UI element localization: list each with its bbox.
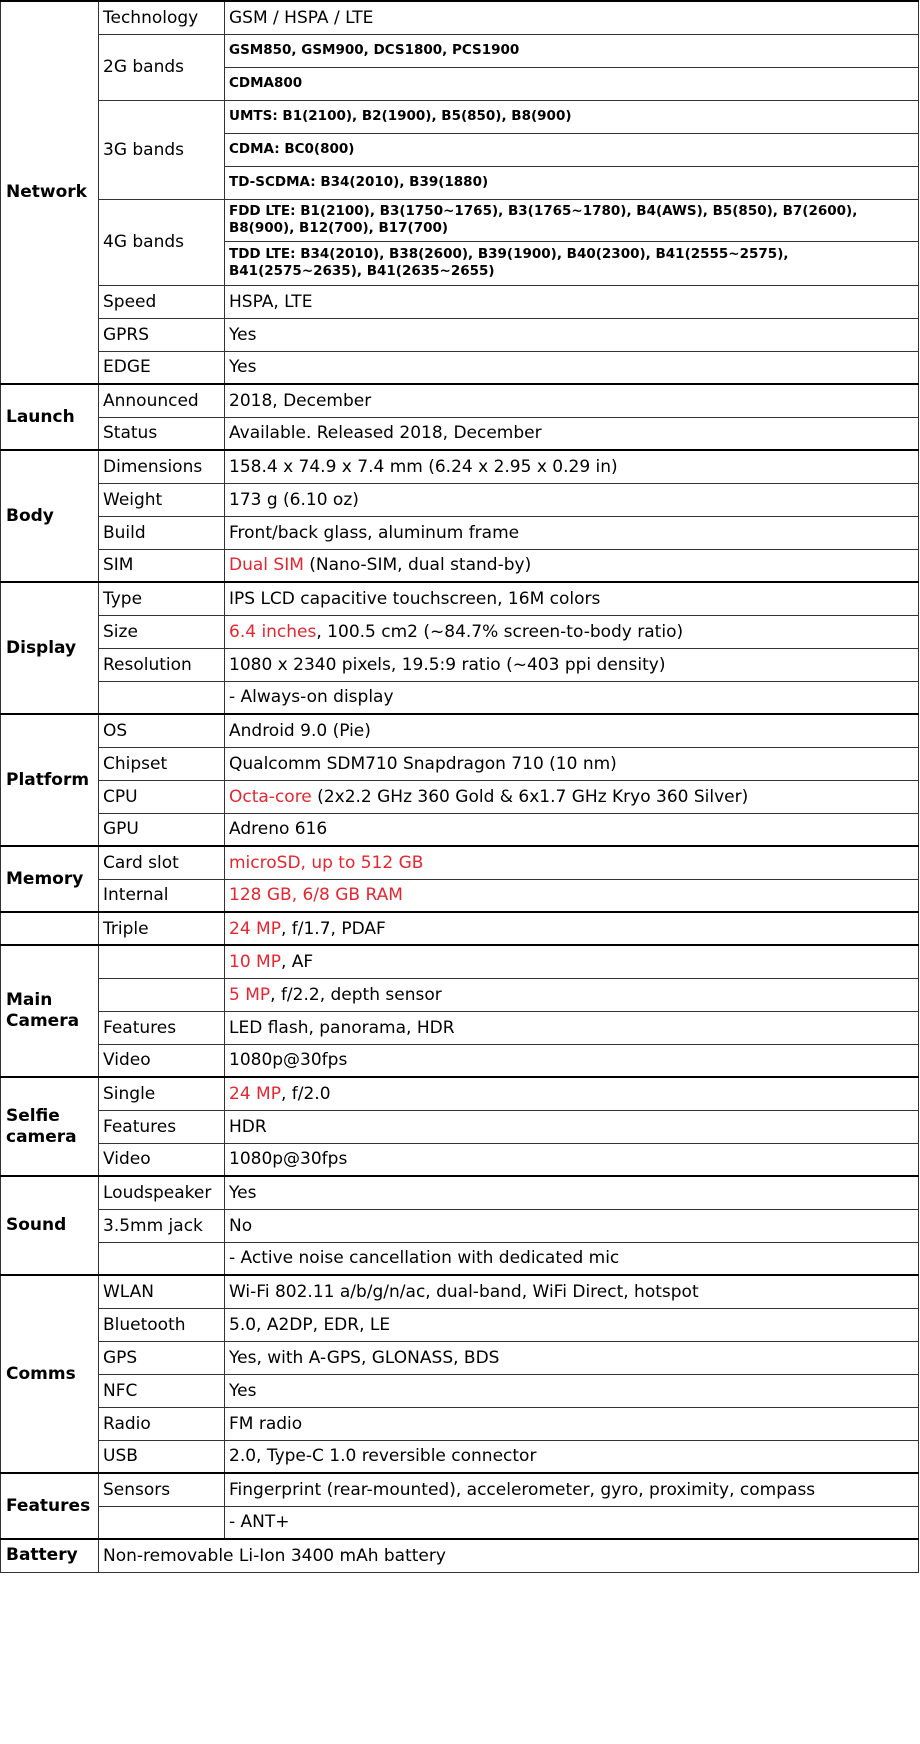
value-bluetooth xyxy=(225,1308,919,1341)
spec-label: Speed xyxy=(103,291,157,312)
spec-label: 3G bands xyxy=(103,139,185,160)
spec-row xyxy=(1,1044,919,1077)
spec-label: Card slot xyxy=(103,852,179,873)
spec-text: - Active noise cancellation with dedicated mic xyxy=(229,1248,620,1269)
value-note xyxy=(225,978,919,1011)
category-label: Main Camera xyxy=(6,990,80,1031)
category-main-camera xyxy=(1,945,99,1077)
category-label: Body xyxy=(6,505,54,526)
category-label: Memory xyxy=(6,868,84,889)
spec-row xyxy=(1,648,919,681)
spec-row xyxy=(1,516,919,549)
spec-row xyxy=(1,714,919,747)
category-label: Features xyxy=(6,1495,91,1516)
spec-text: HDR xyxy=(229,1116,267,1137)
label-dimensions xyxy=(99,450,225,483)
spec-text: CDMA800 xyxy=(229,75,303,91)
value-resolution xyxy=(225,648,919,681)
spec-label: Features xyxy=(103,1017,177,1038)
category-label: Platform xyxy=(6,769,90,790)
value-gpu xyxy=(225,813,919,846)
value-4g-bands xyxy=(225,241,919,285)
label-features xyxy=(99,1110,225,1143)
spec-text: UMTS: B1(2100), B2(1900), B5(850), B8(900) xyxy=(229,108,572,124)
label-usb xyxy=(99,1440,225,1473)
highlight-text: Octa-core xyxy=(229,786,312,807)
spec-row xyxy=(1,450,919,483)
label-3g-bands xyxy=(99,100,225,199)
label-single xyxy=(99,1077,225,1110)
label-nfc xyxy=(99,1374,225,1407)
spec-label: Internal xyxy=(103,885,169,906)
spec-label: Chipset xyxy=(103,753,168,774)
category-label: Selfie camera xyxy=(6,1105,77,1147)
spec-row xyxy=(1,846,919,879)
value-wlan xyxy=(225,1275,919,1308)
spec-text: Yes xyxy=(229,324,257,345)
spec-text: No xyxy=(229,1215,253,1236)
spec-row xyxy=(1,1242,919,1275)
spec-label: 4G bands xyxy=(103,232,185,252)
spec-text: 2.0, Type-C 1.0 reversible connector xyxy=(229,1446,537,1467)
spec-text: 158.4 x 74.9 x 7.4 mm (6.24 x 2.95 x 0.29 in) xyxy=(229,456,618,477)
value-features xyxy=(225,1011,919,1044)
value-2g-bands xyxy=(225,34,919,67)
label-sensors xyxy=(99,1473,225,1506)
spec-row xyxy=(1,681,919,714)
spec-text: 1080p@30fps xyxy=(229,1149,348,1170)
label-edge xyxy=(99,351,225,384)
spec-row xyxy=(1,1209,919,1242)
spec-text: Qualcomm SDM710 Snapdragon 710 (10 nm) xyxy=(229,753,617,774)
spec-row xyxy=(1,1440,919,1473)
spec-row xyxy=(1,100,919,133)
spec-label: USB xyxy=(103,1446,138,1467)
value-status xyxy=(225,417,919,450)
spec-label: Dimensions xyxy=(103,456,203,477)
spec-row xyxy=(1,582,919,615)
spec-row xyxy=(1,549,919,582)
spec-row xyxy=(1,1374,919,1407)
spec-label: GPRS xyxy=(103,324,150,345)
highlight-text: microSD, up to 512 GB xyxy=(229,852,424,873)
spec-text: Wi-Fi 802.11 a/b/g/n/ac, dual-band, WiFi Direct, hotspot xyxy=(229,1281,699,1302)
spec-text: Adreno 616 xyxy=(229,819,328,840)
spec-label: Build xyxy=(103,522,146,543)
spec-text: Available. Released 2018, December xyxy=(229,423,542,444)
category-label: Network xyxy=(6,182,87,202)
highlight-text: 6.4 inches xyxy=(229,621,317,642)
spec-text: - Always-on display xyxy=(229,687,394,708)
spec-row xyxy=(1,1308,919,1341)
label-internal xyxy=(99,879,225,912)
category-selfie-camera xyxy=(1,1077,99,1176)
spec-text: 1080 x 2340 pixels, 19.5:9 ratio (~403 ppi density) xyxy=(229,654,666,675)
label-bluetooth xyxy=(99,1308,225,1341)
label-resolution xyxy=(99,648,225,681)
spec-row xyxy=(1,1506,919,1539)
label-os xyxy=(99,714,225,747)
spec-label: Bluetooth xyxy=(103,1314,186,1335)
label-loudspeaker xyxy=(99,1176,225,1209)
spec-label: Technology xyxy=(103,7,199,28)
spec-label: Video xyxy=(103,1149,151,1170)
label-cpu xyxy=(99,780,225,813)
label-build xyxy=(99,516,225,549)
spec-label: Type xyxy=(103,588,143,609)
spec-row xyxy=(1,1,919,34)
spec-label: Triple xyxy=(103,918,149,939)
highlight-text: 128 GB, 6/8 GB RAM xyxy=(229,885,403,906)
spec-row xyxy=(1,417,919,450)
spec-row xyxy=(1,780,919,813)
value-size xyxy=(225,615,919,648)
spec-row xyxy=(1,1143,919,1176)
spec-text: 2018, December xyxy=(229,390,372,411)
label-gps xyxy=(99,1341,225,1374)
value-3-5mm-jack xyxy=(225,1209,919,1242)
value-type xyxy=(225,582,919,615)
spec-label: Sensors xyxy=(103,1479,171,1500)
spec-row xyxy=(1,1176,919,1209)
label-blank xyxy=(99,945,225,978)
value-video xyxy=(225,1143,919,1176)
category-sound xyxy=(1,1176,99,1275)
spec-text: HSPA, LTE xyxy=(229,291,313,312)
value-build xyxy=(225,516,919,549)
value-internal xyxy=(225,879,919,912)
value-chipset xyxy=(225,747,919,780)
spec-label: Video xyxy=(103,1050,151,1071)
category-launch xyxy=(1,384,99,450)
label-blank xyxy=(99,1242,225,1275)
highlight-text: 10 MP xyxy=(229,951,281,972)
highlight-text: Dual SIM xyxy=(229,555,304,576)
spec-label: Status xyxy=(103,423,158,444)
value-features xyxy=(225,1110,919,1143)
spec-text: Yes xyxy=(229,1380,257,1401)
category-comms xyxy=(1,1275,99,1473)
category-battery xyxy=(1,1539,99,1572)
label-chipset xyxy=(99,747,225,780)
value-note xyxy=(225,1506,919,1539)
highlight-text: 24 MP xyxy=(229,1083,281,1104)
spec-text: TD-SCDMA: B34(2010), B39(1880) xyxy=(229,174,489,190)
highlight-text: 5 MP xyxy=(229,984,271,1005)
label-status xyxy=(99,417,225,450)
value-loudspeaker xyxy=(225,1176,919,1209)
spec-row xyxy=(1,1341,919,1374)
spec-text: GSM850, GSM900, DCS1800, PCS1900 xyxy=(229,42,520,58)
spec-row xyxy=(1,1539,919,1572)
value-speed xyxy=(225,285,919,318)
spec-value: Non-removable Li-Ion 3400 mAh battery xyxy=(103,1545,446,1566)
spec-row xyxy=(1,351,919,384)
spec-row xyxy=(1,483,919,516)
category-platform xyxy=(1,714,99,846)
category-display xyxy=(1,582,99,714)
spec-text: , f/2.0 xyxy=(280,1083,331,1104)
spec-text: (Nano-SIM, dual stand-by) xyxy=(303,555,532,576)
value-gps xyxy=(225,1341,919,1374)
spec-text: Yes xyxy=(229,1182,257,1203)
spec-text: , 100.5 cm2 (~84.7% screen-to-body ratio) xyxy=(316,621,684,642)
value-dimensions xyxy=(225,450,919,483)
label-triple xyxy=(99,912,225,945)
spec-row xyxy=(1,1110,919,1143)
value-sim xyxy=(225,549,919,582)
spec-label: Size xyxy=(103,621,138,642)
spec-label: OS xyxy=(103,720,128,741)
value-nfc xyxy=(225,1374,919,1407)
value-os xyxy=(225,714,919,747)
spec-text: FDD LTE: B1(2100), B3(1750~1765), B3(1765~1780), B4(AWS), B5(850), B7(2600), B8(900), B12(700), B17(700) xyxy=(229,203,858,236)
spec-label: 2G bands xyxy=(103,57,185,77)
spec-text: Front/back glass, aluminum frame xyxy=(229,522,520,543)
spec-text: Android 9.0 (Pie) xyxy=(229,720,371,741)
label-radio xyxy=(99,1407,225,1440)
value-note xyxy=(225,945,919,978)
spec-text: LED flash, panorama, HDR xyxy=(229,1017,455,1038)
label-speed xyxy=(99,285,225,318)
spec-text: TDD LTE: B34(2010), B38(2600), B39(1900), B40(2300), B41(2555~2575), B41(2575~2635), B41(2635~2655) xyxy=(229,246,789,279)
value-3g-bands xyxy=(225,100,919,133)
spec-text: (2x2.2 GHz 360 Gold & 6x1.7 GHz Kryo 360 Silver) xyxy=(311,786,749,807)
spec-row xyxy=(1,384,919,417)
category-label: Display xyxy=(6,637,77,658)
merged-value-cell xyxy=(99,1539,919,1572)
category-label: Launch xyxy=(6,406,75,427)
label-gpu xyxy=(99,813,225,846)
label-blank xyxy=(99,978,225,1011)
spec-text: 5.0, A2DP, EDR, LE xyxy=(229,1314,391,1335)
value-weight xyxy=(225,483,919,516)
value-video xyxy=(225,1044,919,1077)
category-memory xyxy=(1,846,99,912)
spec-label: SIM xyxy=(103,555,134,576)
value-gprs xyxy=(225,318,919,351)
spec-label: Radio xyxy=(103,1413,151,1434)
label-4g-bands xyxy=(99,199,225,285)
spec-label: EDGE xyxy=(103,357,151,378)
category-label: Comms xyxy=(6,1363,76,1384)
label-blank xyxy=(99,1506,225,1539)
spec-text: , f/2.2, depth sensor xyxy=(270,984,442,1005)
value-cpu xyxy=(225,780,919,813)
spec-row xyxy=(1,615,919,648)
label-video xyxy=(99,1143,225,1176)
label-video xyxy=(99,1044,225,1077)
spec-row xyxy=(1,285,919,318)
spec-text: FM radio xyxy=(229,1413,303,1434)
label-size xyxy=(99,615,225,648)
spec-text: Yes, with A-GPS, GLONASS, BDS xyxy=(229,1347,500,1368)
value-radio xyxy=(225,1407,919,1440)
category-label: Battery xyxy=(6,1545,78,1566)
spec-text: - ANT+ xyxy=(229,1512,290,1533)
value-triple xyxy=(225,912,919,945)
spec-label: GPU xyxy=(103,819,139,840)
category-network xyxy=(1,1,99,384)
label-2g-bands xyxy=(99,34,225,100)
spec-row xyxy=(1,1473,919,1506)
label-wlan xyxy=(99,1275,225,1308)
spec-row xyxy=(1,1011,919,1044)
spec-label: WLAN xyxy=(103,1281,155,1302)
label-gprs xyxy=(99,318,225,351)
value-announced xyxy=(225,384,919,417)
value-usb xyxy=(225,1440,919,1473)
spec-label: Features xyxy=(103,1116,177,1137)
label-announced xyxy=(99,384,225,417)
highlight-text: 24 MP xyxy=(229,918,281,939)
value-technology xyxy=(225,1,919,34)
spec-row xyxy=(1,945,919,978)
value-note xyxy=(225,1242,919,1275)
spec-text: 173 g (6.10 oz) xyxy=(229,489,359,510)
spec-label: Weight xyxy=(103,489,163,510)
value-4g-bands xyxy=(225,199,919,241)
spec-label: 3.5mm jack xyxy=(103,1215,203,1236)
spec-label: GPS xyxy=(103,1347,138,1368)
spec-text: , f/1.7, PDAF xyxy=(280,918,386,939)
spec-text: 1080p@30fps xyxy=(229,1050,348,1071)
spec-label: NFC xyxy=(103,1380,138,1401)
spec-row xyxy=(1,1407,919,1440)
value-3g-bands xyxy=(225,166,919,199)
spec-label: Resolution xyxy=(103,654,192,675)
spec-text: , AF xyxy=(280,951,314,972)
spec-text: IPS LCD capacitive touchscreen, 16M colors xyxy=(229,588,601,609)
spec-row xyxy=(1,978,919,1011)
spec-row xyxy=(1,813,919,846)
spec-row xyxy=(1,318,919,351)
spec-row xyxy=(1,34,919,67)
spec-row xyxy=(1,879,919,912)
spec-label: CPU xyxy=(103,786,138,807)
category-body xyxy=(1,450,99,582)
label-blank xyxy=(99,681,225,714)
value-edge xyxy=(225,351,919,384)
spec-row xyxy=(1,747,919,780)
spec-row xyxy=(1,199,919,241)
value-2g-bands xyxy=(225,67,919,100)
label-technology xyxy=(99,1,225,34)
spec-row xyxy=(1,1077,919,1110)
value-sensors xyxy=(225,1473,919,1506)
value-single xyxy=(225,1077,919,1110)
label-card-slot xyxy=(99,846,225,879)
label-weight xyxy=(99,483,225,516)
spec-row xyxy=(1,912,919,945)
category-label: Sound xyxy=(6,1215,67,1235)
category-blank xyxy=(1,912,99,945)
spec-text: CDMA: BC0(800) xyxy=(229,141,355,157)
label-type xyxy=(99,582,225,615)
value-note xyxy=(225,681,919,714)
label-3-5mm-jack xyxy=(99,1209,225,1242)
spec-label: Loudspeaker xyxy=(103,1182,212,1203)
label-features xyxy=(99,1011,225,1044)
value-3g-bands xyxy=(225,133,919,166)
spec-label: Single xyxy=(103,1083,156,1104)
spec-text: GSM / HSPA / LTE xyxy=(229,7,374,28)
value-card-slot xyxy=(225,846,919,879)
label-sim xyxy=(99,549,225,582)
spec-text: Fingerprint (rear-mounted), accelerometer, gyro, proximity, compass xyxy=(229,1479,816,1500)
spec-text: Yes xyxy=(229,357,257,378)
spec-label: Announced xyxy=(103,390,199,411)
category-features xyxy=(1,1473,99,1539)
spec-row xyxy=(1,1275,919,1308)
